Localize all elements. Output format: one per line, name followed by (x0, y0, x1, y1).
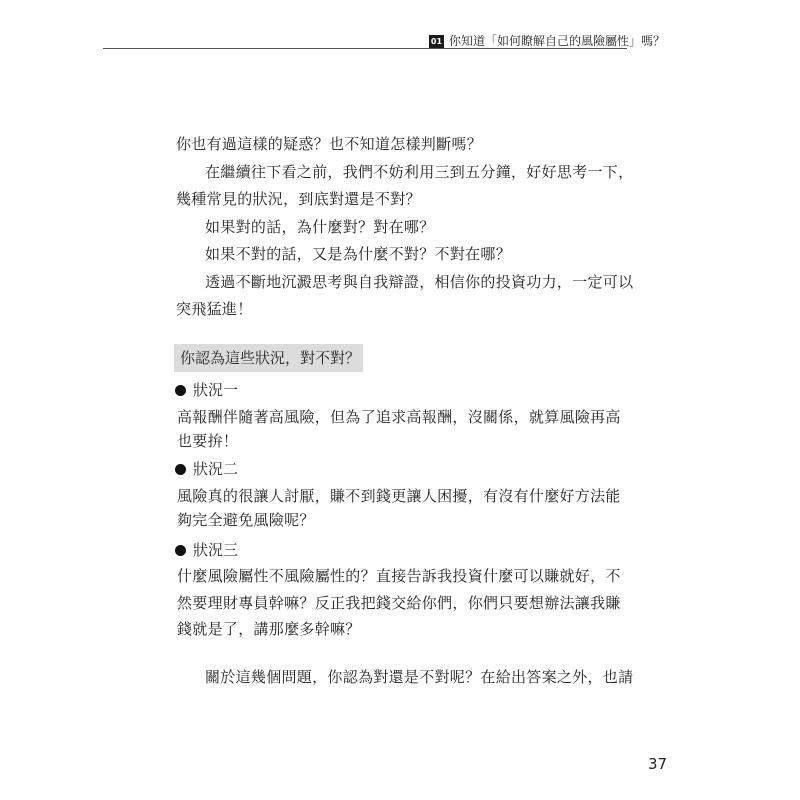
intro-line: 如果不對的話，又是為什麼不對？不對在哪？ (205, 245, 512, 263)
case-line: 然要理財專員幹嘛？反正我把錢交給你們，你們只要想辦法讓我賺 (177, 594, 621, 612)
case-line: 也要拚！ (177, 432, 239, 450)
closing-line: 關於這幾個問題，你認為對還是不對呢？在給出答案之外，也請 (205, 668, 634, 686)
running-header-title: 你知道「如何瞭解自己的風險屬性」嗎？ (449, 34, 666, 48)
case-line: 高報酬伴隨著高風險，但為了追求高報酬，沒關係，就算風險再高 (177, 408, 621, 426)
case-label: 狀況一 (193, 381, 239, 399)
intro-line: 在繼續往下看之前，我們不妨利用三到五分鐘，好好思考一下， (205, 163, 634, 181)
intro-line: 如果對的話，為什麼對？對在哪？ (205, 218, 435, 236)
page-number: 37 (648, 755, 668, 773)
bullet-icon (175, 545, 186, 556)
chapter-number-badge: 01 (430, 37, 443, 46)
header-rule (103, 48, 627, 49)
intro-line: 突飛猛進！ (176, 300, 253, 318)
bullet-icon (175, 464, 186, 475)
bullet-icon (175, 385, 186, 396)
intro-line: 你也有過這樣的疑惑？也不知道怎樣判斷嗎？ (176, 135, 483, 153)
question-heading: 你認為這些狀況，對不對？ (180, 349, 361, 367)
intro-line: 透過不斷地沉澱思考與自我辯證，相信你的投資功力，一定可以 (205, 273, 634, 291)
case-line: 夠完全避免風險呢？ (177, 511, 315, 529)
case-line: 什麼風險屬性不風險屬性的？直接告訴我投資什麼可以賺就好，不 (177, 567, 621, 585)
case-label: 狀況三 (193, 541, 239, 559)
case-line: 風險真的很讓人討厭，賺不到錢更讓人困擾，有沒有什麼好方法能 (177, 487, 621, 505)
intro-line: 幾種常見的狀況，到底對還是不對？ (176, 190, 421, 208)
case-label: 狀況二 (193, 460, 239, 478)
case-line: 錢就是了，講那麼多幹嘛？ (177, 620, 361, 638)
